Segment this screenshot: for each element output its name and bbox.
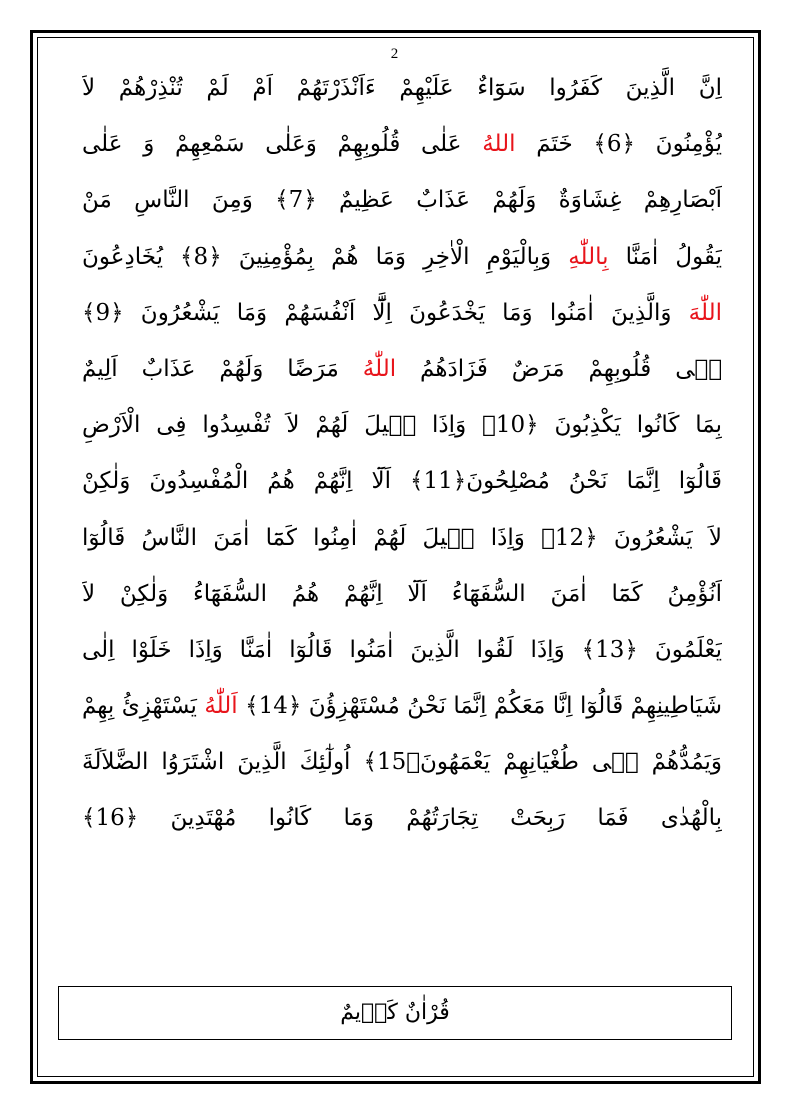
verse-text: يُؤْمِنُونَ ﴿6﴾ خَتَمَ — [515, 131, 722, 158]
verse-text: قَالُوٓا اِنَّمَا نَحْنُ مُصْلِحُونَ﴿11﴾ اَلَٓا اِنَّهُمْ هُمُ الْمُفْسِدُونَ وَلٰكِنْ — [82, 468, 722, 495]
verse-line — [82, 790, 722, 846]
verse-line — [82, 734, 722, 790]
verse-line — [82, 116, 722, 172]
verse-line — [82, 453, 722, 509]
footer-title-box — [58, 986, 732, 1040]
verse-line — [82, 678, 722, 734]
verse-line — [82, 172, 722, 228]
verse-line — [82, 60, 722, 116]
verse-text: فٖى قُلُوبِهِمْ مَرَضٌ فَزَادَهُمُ — [396, 355, 722, 382]
verse-text: عَلٰى قُلُوبِهِمْ وَعَلٰى سَمْعِهِمْ وَ عَلٰى — [82, 131, 483, 158]
verse-line — [82, 229, 722, 285]
verse-text: مَرَضًا وَلَهُمْ عَذَابٌ اَلِيمٌ — [82, 355, 363, 382]
verse-text: بِمَا كَانُوا يَكْذِبُونَ ﴿10﴾ وَاِذَا قٖيلَ لَهُمْ لاَ تُفْسِدُوا فِى الْاَرْضِ — [82, 412, 722, 439]
quran-text-block — [82, 60, 722, 847]
divine-name-red: اَللّٰهُ — [204, 693, 238, 720]
verse-line — [82, 622, 722, 678]
verse-text: وَبِالْيَوْمِ الْاٰخِرِ وَمَا هُمْ بِمُؤْمِنِينَ ﴿8﴾ يُخَادِعُونَ — [82, 243, 569, 270]
verse-line — [82, 341, 722, 397]
verse-text: يَعْلَمُونَ ﴿13﴾ وَاِذَا لَقُوا الَّذِينَ اٰمَنُوا قَالُوٓا اٰمَنَّا وَاِذَا خَلَوْا اِلٰى — [82, 636, 722, 663]
verse-text: وَالَّذِينَ اٰمَنُوا وَمَا يَخْدَعُونَ اِلَّٓا اَنْفُسَهُمْ وَمَا يَشْعُرُونَ ﴿9﴾ — [82, 299, 689, 326]
verse-line — [82, 285, 722, 341]
verse-line — [82, 510, 722, 566]
verse-text: اَنُؤْمِنُ كَمَٓا اٰمَنَ السُّفَهَٓاءُ اَلَٓا اِنَّهُمْ هُمُ السُّفَهَٓاءُ وَلٰكِنْ لاَ — [82, 580, 722, 607]
verse-text: لاَ يَشْعُرُونَ ﴿12﴾ وَاِذَا قٖيلَ لَهُمْ اٰمِنُوا كَمَٓا اٰمَنَ النَّاسُ قَالُوٓا — [82, 524, 722, 551]
divine-name-red: بِاللّٰهِ — [568, 243, 609, 270]
verse-line — [82, 397, 722, 453]
verse-text: اَبْصَارِهِمْ غِشَاوَةٌ وَلَهُمْ عَذَابٌ عَظِيمٌ ﴿7﴾ وَمِنَ النَّاسِ مَنْ — [82, 187, 722, 214]
divine-name-red: اللّٰهُ — [362, 355, 397, 382]
verse-text: يَقُولُ اٰمَنَّا — [608, 243, 722, 270]
divine-name-red: اللهُ — [482, 131, 516, 158]
page-number: 2 — [390, 46, 399, 62]
verse-line — [82, 566, 722, 622]
divine-name-red: اللّٰهَ — [688, 299, 722, 326]
verse-text: يَسْتَهْزِئُ بِهِمْ — [82, 693, 205, 720]
verse-text: وَيَمُدُّهُمْ فٖى طُغْيَانِهِمْ يَعْمَهُونَ﴿15﴾ اُولٰٓئِكَ الَّذِينَ اشْتَرَوُا الضَّلاَلَةَ — [82, 749, 722, 776]
verse-text: شَيَاطِينِهِمْ قَالُوٓا اِنَّا مَعَكُمْ اِنَّمَا نَحْنُ مُسْتَهْزِؤُنَ ﴿14﴾ — [237, 693, 722, 720]
verse-text: بِالْهُدٰى فَمَا رَبِحَتْ تِجَارَتُهُمْ وَمَا كَانُوا مُهْتَدِينَ ﴿16﴾ — [82, 805, 722, 832]
footer-title: قُرْاٰنٌ كَرٖيمٌ — [340, 1000, 450, 1025]
verse-text: اِنَّ الَّذِينَ كَفَرُوا سَوَٓاءٌ عَلَيْهِمْ ءَاَنْذَرْتَهُمْ اَمْ لَمْ تُنْذِرْهُمْ لاَ — [82, 75, 722, 101]
